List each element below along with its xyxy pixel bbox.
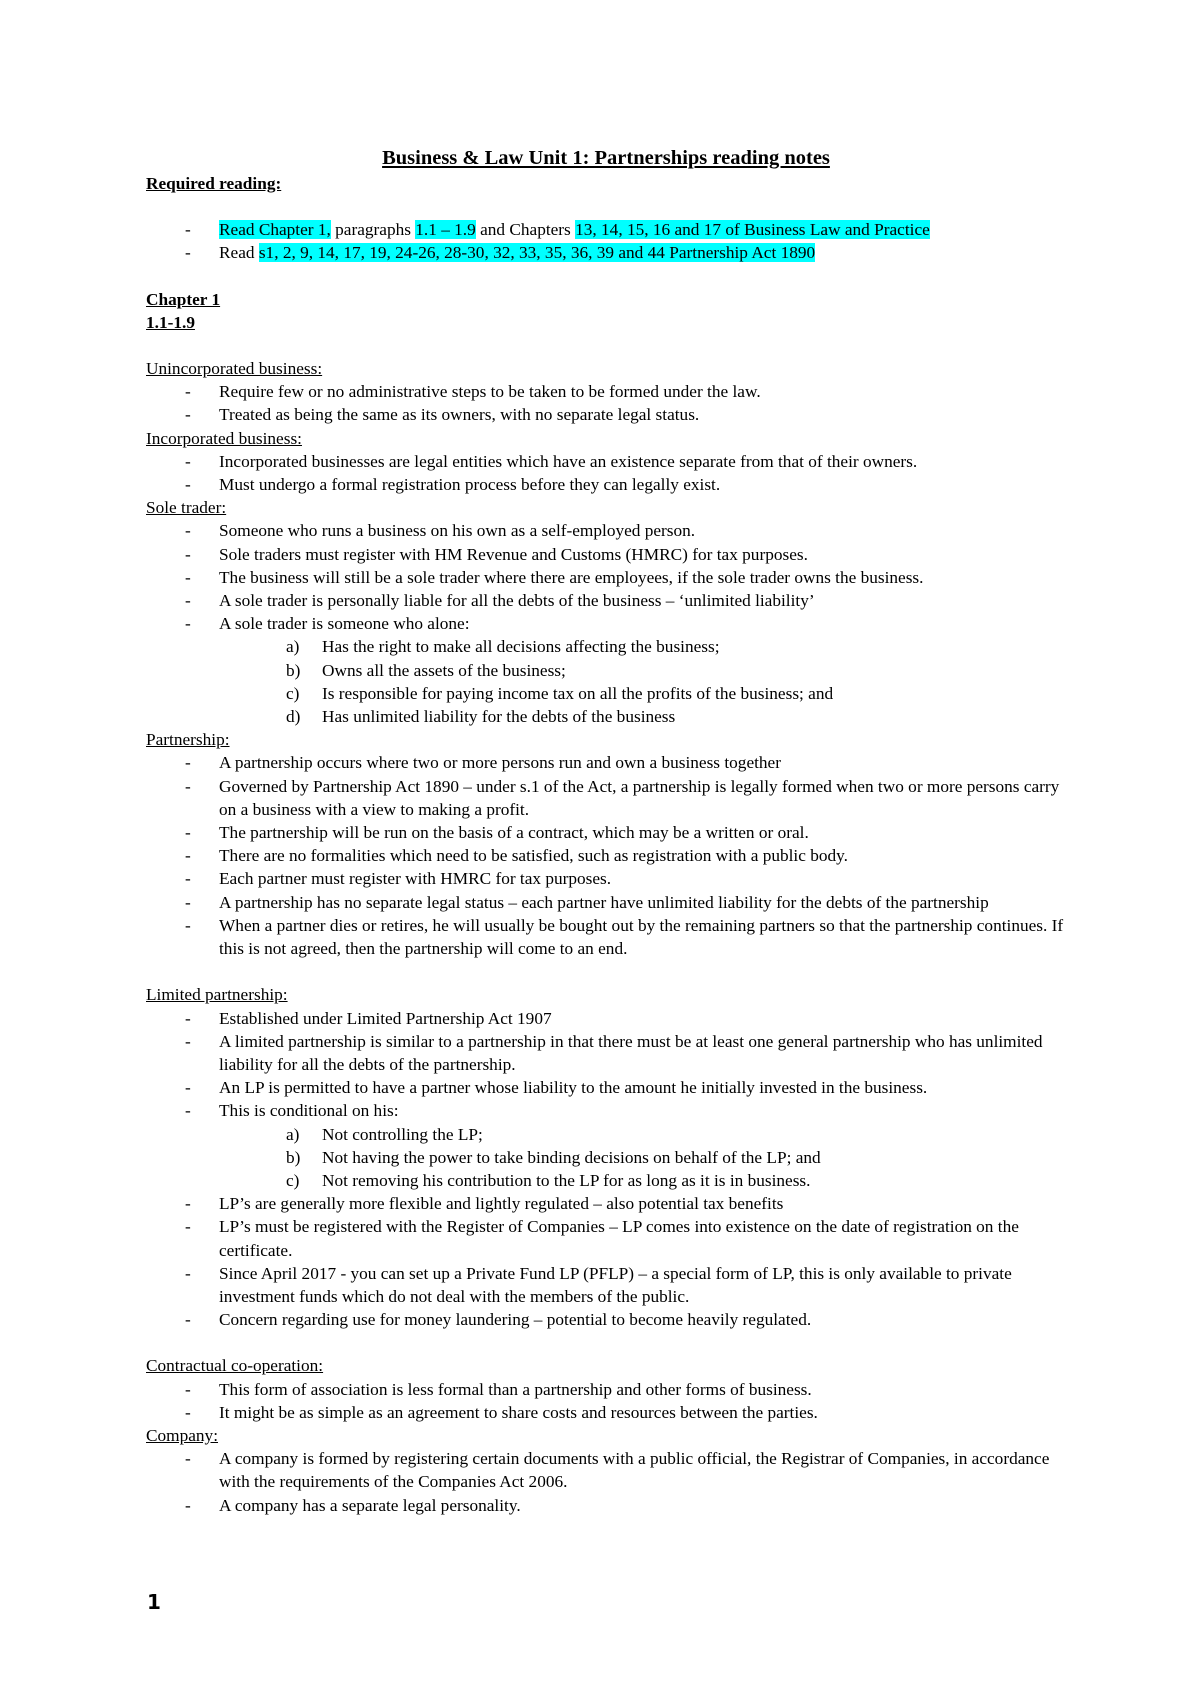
page-title: Business & Law Unit 1: Partnerships reading notes [382,147,830,169]
list-item: - Read Chapter 1, paragraphs 1.1 – 1.9 and Chapters 13, 14, 15, 16 and 17 of Business Law and Practice [146,218,1066,241]
list-item: - Since April 2017 - you can set up a Private Fund LP (PFLP) – a special form of LP, this is only available to private investment funds which do not deal with the members of the public. [146,1262,1066,1308]
list-item: - Governed by Partnership Act 1890 – under s.1 of the Act, a partnership is legally formed when two or more persons carry on a business with a view to making a profit. [146,775,1066,821]
section-heading-limited-partnership: Limited partnership: [146,985,288,1005]
required-reading-heading: Required reading: [146,174,282,193]
list-item: - Treated as being the same as its owners, with no separate legal status. [146,403,1066,426]
limited-partnership-list [146,1007,1066,1123]
sublist-marker: c) [286,1170,300,1190]
incorporated-list [146,450,1066,496]
list-item: - Established under Limited Partnership Act 1907 [146,1007,1066,1030]
sole-trader-list [146,519,1066,635]
list-item: - Must undergo a formal registration process before they can legally exist. [146,473,1066,496]
list-item: - Read s1, 2, 9, 14, 17, 19, 24-26, 28-30, 32, 33, 35, 36, 39 and 44 Partnership Act 1890 [146,241,1066,264]
list-item: - When a partner dies or retires, he will usually be bought out by the remaining partners so that the partnership continues. If this is not agreed, then the partnership will come to an end. [146,914,1066,960]
sublist-item: a) Not controlling the LP; [146,1123,1066,1146]
limited-partnership-sublist [146,1123,1066,1193]
list-item: - A limited partnership is similar to a partnership in that there must be at least one general partnership who has unlimited liability for all the debts of the partnership. [146,1030,1066,1076]
list-item: - The business will still be a sole trader where there are employees, if the sole trader owns the business. [146,566,1066,589]
list-item: - Someone who runs a business on his own as a self-employed person. [146,519,1066,542]
limited-partnership-list-continued [146,1192,1066,1331]
list-item: - It might be as simple as an agreement to share costs and resources between the parties. [146,1401,1066,1424]
sublist-marker: a) [286,1124,300,1144]
page-number: 1 [147,1590,161,1614]
sublist-item: c) Not removing his contribution to the LP for as long as it is in business. [146,1169,1066,1192]
list-item: - This is conditional on his: [146,1099,1066,1122]
list-item: - An LP is permitted to have a partner whose liability to the amount he initially invested in the business. [146,1076,1066,1099]
list-item: - Concern regarding use for money laundering – potential to become heavily regulated. [146,1308,1066,1331]
list-item: - This form of association is less formal than a partnership and other forms of business. [146,1378,1066,1401]
section-heading-partnership: Partnership: [146,730,230,750]
list-item: - A sole trader is personally liable for all the debts of the business – ‘unlimited liability’ [146,589,1066,612]
sublist-marker: c) [286,683,300,703]
sublist-item: b) Not having the power to take binding decisions on behalf of the LP; and [146,1146,1066,1169]
sublist-item: c) Is responsible for paying income tax on all the profits of the business; and [146,682,1066,705]
partnership-list [146,751,1066,960]
list-item: - There are no formalities which need to be satisfied, such as registration with a public body. [146,844,1066,867]
list-item: - LP’s must be registered with the Register of Companies – LP comes into existence on the date of registration on the certificate. [146,1215,1066,1261]
list-item: - A partnership has no separate legal status – each partner have unlimited liability for the debts of the partnership [146,891,1066,914]
sublist-marker: a) [286,637,300,657]
sublist-marker: b) [286,1147,301,1167]
chapter-heading: Chapter 1 [146,289,221,309]
section-heading-company: Company: [146,1425,219,1445]
sublist-marker: b) [286,660,301,680]
list-item: - A company has a separate legal personality. [146,1494,1066,1517]
sole-trader-sublist [146,635,1066,728]
sublist-marker: d) [286,707,301,727]
sublist-item: b) Owns all the assets of the business; [146,659,1066,682]
list-item: - The partnership will be run on the basis of a contract, which may be a written or oral. [146,821,1066,844]
section-heading-unincorporated: Unincorporated business: [146,359,323,379]
list-item: - Each partner must register with HMRC for tax purposes. [146,867,1066,890]
sublist-item: a) Has the right to make all decisions affecting the business; [146,635,1066,658]
list-item: - Sole traders must register with HM Revenue and Customs (HMRC) for tax purposes. [146,543,1066,566]
section-heading-incorporated: Incorporated business: [146,428,302,448]
list-item: - Incorporated businesses are legal entities which have an existence separate from that of their owners. [146,450,1066,473]
unincorporated-list [146,380,1066,426]
section-heading-sole-trader: Sole trader: [146,498,227,518]
contractual-cooperation-list [146,1378,1066,1424]
required-reading-list [146,218,1066,264]
list-item: - A company is formed by registering certain documents with a public official, the Registrar of Companies, in accordance with the requirements of the Companies Act 2006. [146,1447,1066,1493]
paragraph-range-heading: 1.1-1.9 [146,312,195,332]
list-item: - LP’s are generally more flexible and lightly regulated – also potential tax benefits [146,1192,1066,1215]
list-item: - A partnership occurs where two or more persons run and own a business together [146,751,1066,774]
list-item: - Require few or no administrative steps to be taken to be formed under the law. [146,380,1066,403]
company-list [146,1447,1066,1517]
section-heading-contractual-cooperation: Contractual co-operation: [146,1356,324,1376]
document-body [146,144,1066,1517]
sublist-item: d) Has unlimited liability for the debts of the business [146,705,1066,728]
list-item: - A sole trader is someone who alone: [146,612,1066,635]
